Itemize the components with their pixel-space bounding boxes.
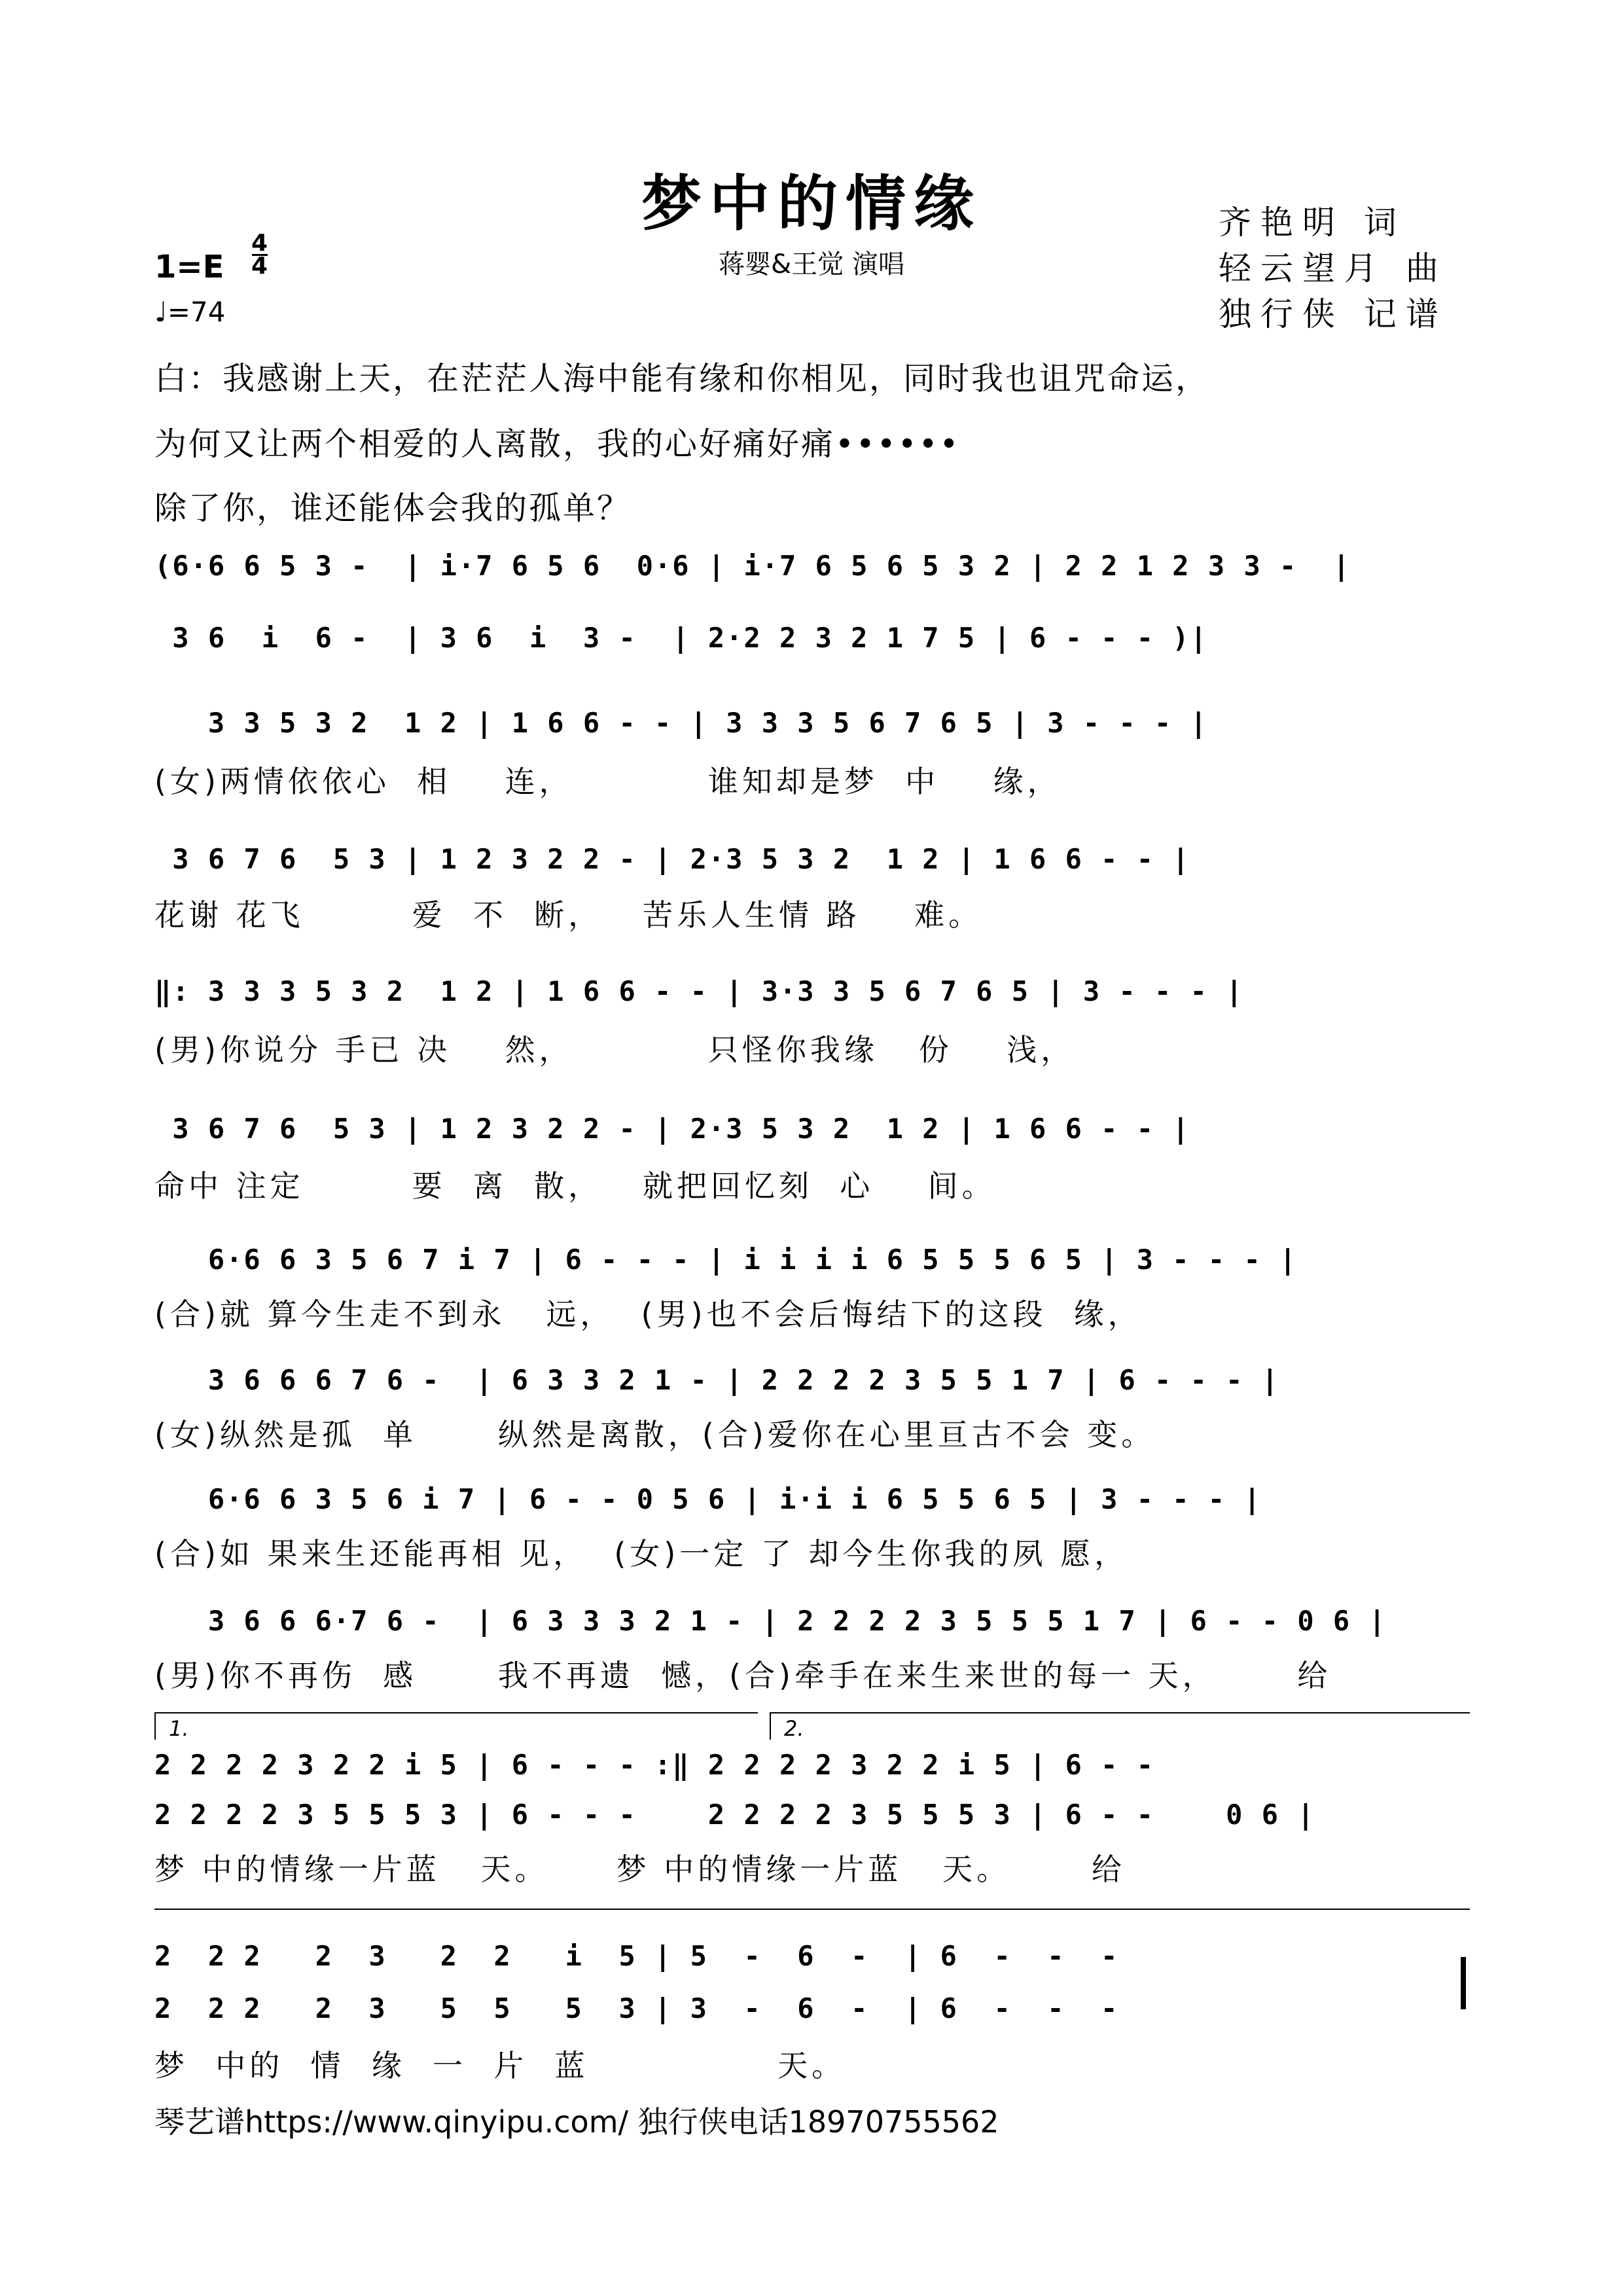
score-system: (6·6 6 5 3 - | i·7 6 5 6 0·6 | i·7 6 5 6 5 3 2 | 2 2 1 2 3 3 - | — [154, 550, 1351, 582]
ending-upper-voice: 2 2 2 2 3 2 2 i 5 | 6 - - - :‖ 2 2 2 2 3 2 2 i 5 | 6 - - — [154, 1749, 1155, 1781]
lyric-line: 命中 注定 要 离 散， 就把回忆刻 心 间。 — [154, 1168, 996, 1204]
composer-credit: 轻云望月 曲 — [1219, 249, 1448, 287]
score-system: 6·6 6 3 5 6 i 7 | 6 - - 0 5 6 | i·i i 6 5 5 6 5 | 3 - - - | — [154, 1483, 1262, 1515]
song-title: 梦中的情缘 — [641, 168, 982, 239]
final-barline — [1461, 1957, 1466, 2009]
lyric-line: (男)你不再伤 感 我不再遗 憾，(合)牵手在来生来世的每一 天， 给 — [154, 1658, 1332, 1693]
volta-bracket-1 — [154, 1712, 758, 1740]
final-system-bracket — [154, 1909, 1470, 1910]
final-upper-voice: 2 2 2 2 3 2 2 i 5 | 5 - 6 - | 6 - - - — [154, 1940, 1119, 1972]
lyric-line: (女)两情依依心 相 连， 谁知却是梦 中 缘， — [154, 764, 1061, 799]
lyricist-credit: 齐艳明 词 — [1219, 204, 1406, 242]
lyric-line: (合)如 果来生还能再相 见， (女)一定 了 却今生你我的夙 愿， — [154, 1536, 1129, 1571]
score-system: 6·6 6 3 5 6 7 i 7 | 6 - - - | i i i i 6 5 5 5 6 5 | 3 - - - | — [154, 1244, 1298, 1276]
volta-bracket-2 — [770, 1712, 1470, 1740]
final-lower-voice: 2 2 2 2 3 5 5 5 3 | 3 - 6 - | 6 - - - — [154, 1992, 1119, 2024]
score-system: 3 6 i 6 - | 3 6 i 3 - | 2·2 2 3 2 1 7 5 | 6 - - - )| — [154, 622, 1208, 654]
lyric-line: (合)就 算今生走不到永 远， (男)也不会后悔结下的这段 缘， — [154, 1297, 1142, 1332]
volta-number-1: 1. — [169, 1716, 189, 1741]
narration-line: 除了你，谁还能体会我的孤单？ — [154, 490, 632, 527]
lyric-line: (女)纵然是孤 单 纵然是离散，(合)爱你在心里亘古不会 变。 — [154, 1417, 1156, 1452]
lyric-line: 花谢 花飞 爱 不 断， 苦乐人生情 路 难。 — [154, 897, 983, 933]
volta-number-2: 2. — [784, 1716, 804, 1741]
ending-lower-voice: 2 2 2 2 3 5 5 5 3 | 6 - - - 2 2 2 2 3 5 5 5 3 | 6 - - 0 6 | — [154, 1799, 1315, 1831]
key-signature: 1=E — [154, 249, 224, 285]
singers: 蒋婴&王觉 演唱 — [719, 249, 904, 279]
lyric-line: (男)你说分 手已 决 然， 只怪你我缘 份 浅， — [154, 1032, 1075, 1067]
score-system: 3 6 6 6·7 6 - | 6 3 3 3 2 1 - | 2 2 2 2 3 5 5 5 1 7 | 6 - - 0 6 | — [154, 1605, 1387, 1637]
tempo-marking: ♩=74 — [154, 296, 226, 328]
narration-line: 白：我感谢上天，在茫茫人海中能有缘和你相见，同时我也诅咒命运， — [154, 360, 1210, 397]
narration-line: 为何又让两个相爱的人离散，我的心好痛好痛•••••• — [154, 425, 961, 463]
score-system: 3 6 7 6 5 3 | 1 2 3 2 2 - | 2·3 5 3 2 1 2 | 1 6 6 - - | — [154, 1113, 1190, 1145]
time-signature: 4 4 — [251, 230, 268, 279]
score-system: ‖: 3 3 3 5 3 2 1 2 | 1 6 6 - - | 3·3 3 5 6 7 6 5 | 3 - - - | — [154, 975, 1244, 1007]
transcriber-credit: 独行侠 记谱 — [1219, 295, 1448, 333]
score-system: 3 3 5 3 2 1 2 | 1 6 6 - - | 3 3 3 5 6 7 6 5 | 3 - - - | — [154, 707, 1208, 739]
final-lyric: 梦 中的 情 缘 一 片 蓝 天。 — [154, 2048, 846, 2083]
footer-text: 琴艺谱https://www.qinyipu.com/ 独行侠电话18970755562 — [154, 2104, 999, 2140]
score-system: 3 6 7 6 5 3 | 1 2 3 2 2 - | 2·3 5 3 2 1 2 | 1 6 6 - - | — [154, 843, 1190, 875]
score-system: 3 6 6 6 7 6 - | 6 3 3 2 1 - | 2 2 2 2 3 5 5 1 7 | 6 - - - | — [154, 1364, 1280, 1396]
ending-lyric: 梦 中的情缘一片蓝 天。 梦 中的情缘一片蓝 天。 给 — [154, 1852, 1126, 1887]
